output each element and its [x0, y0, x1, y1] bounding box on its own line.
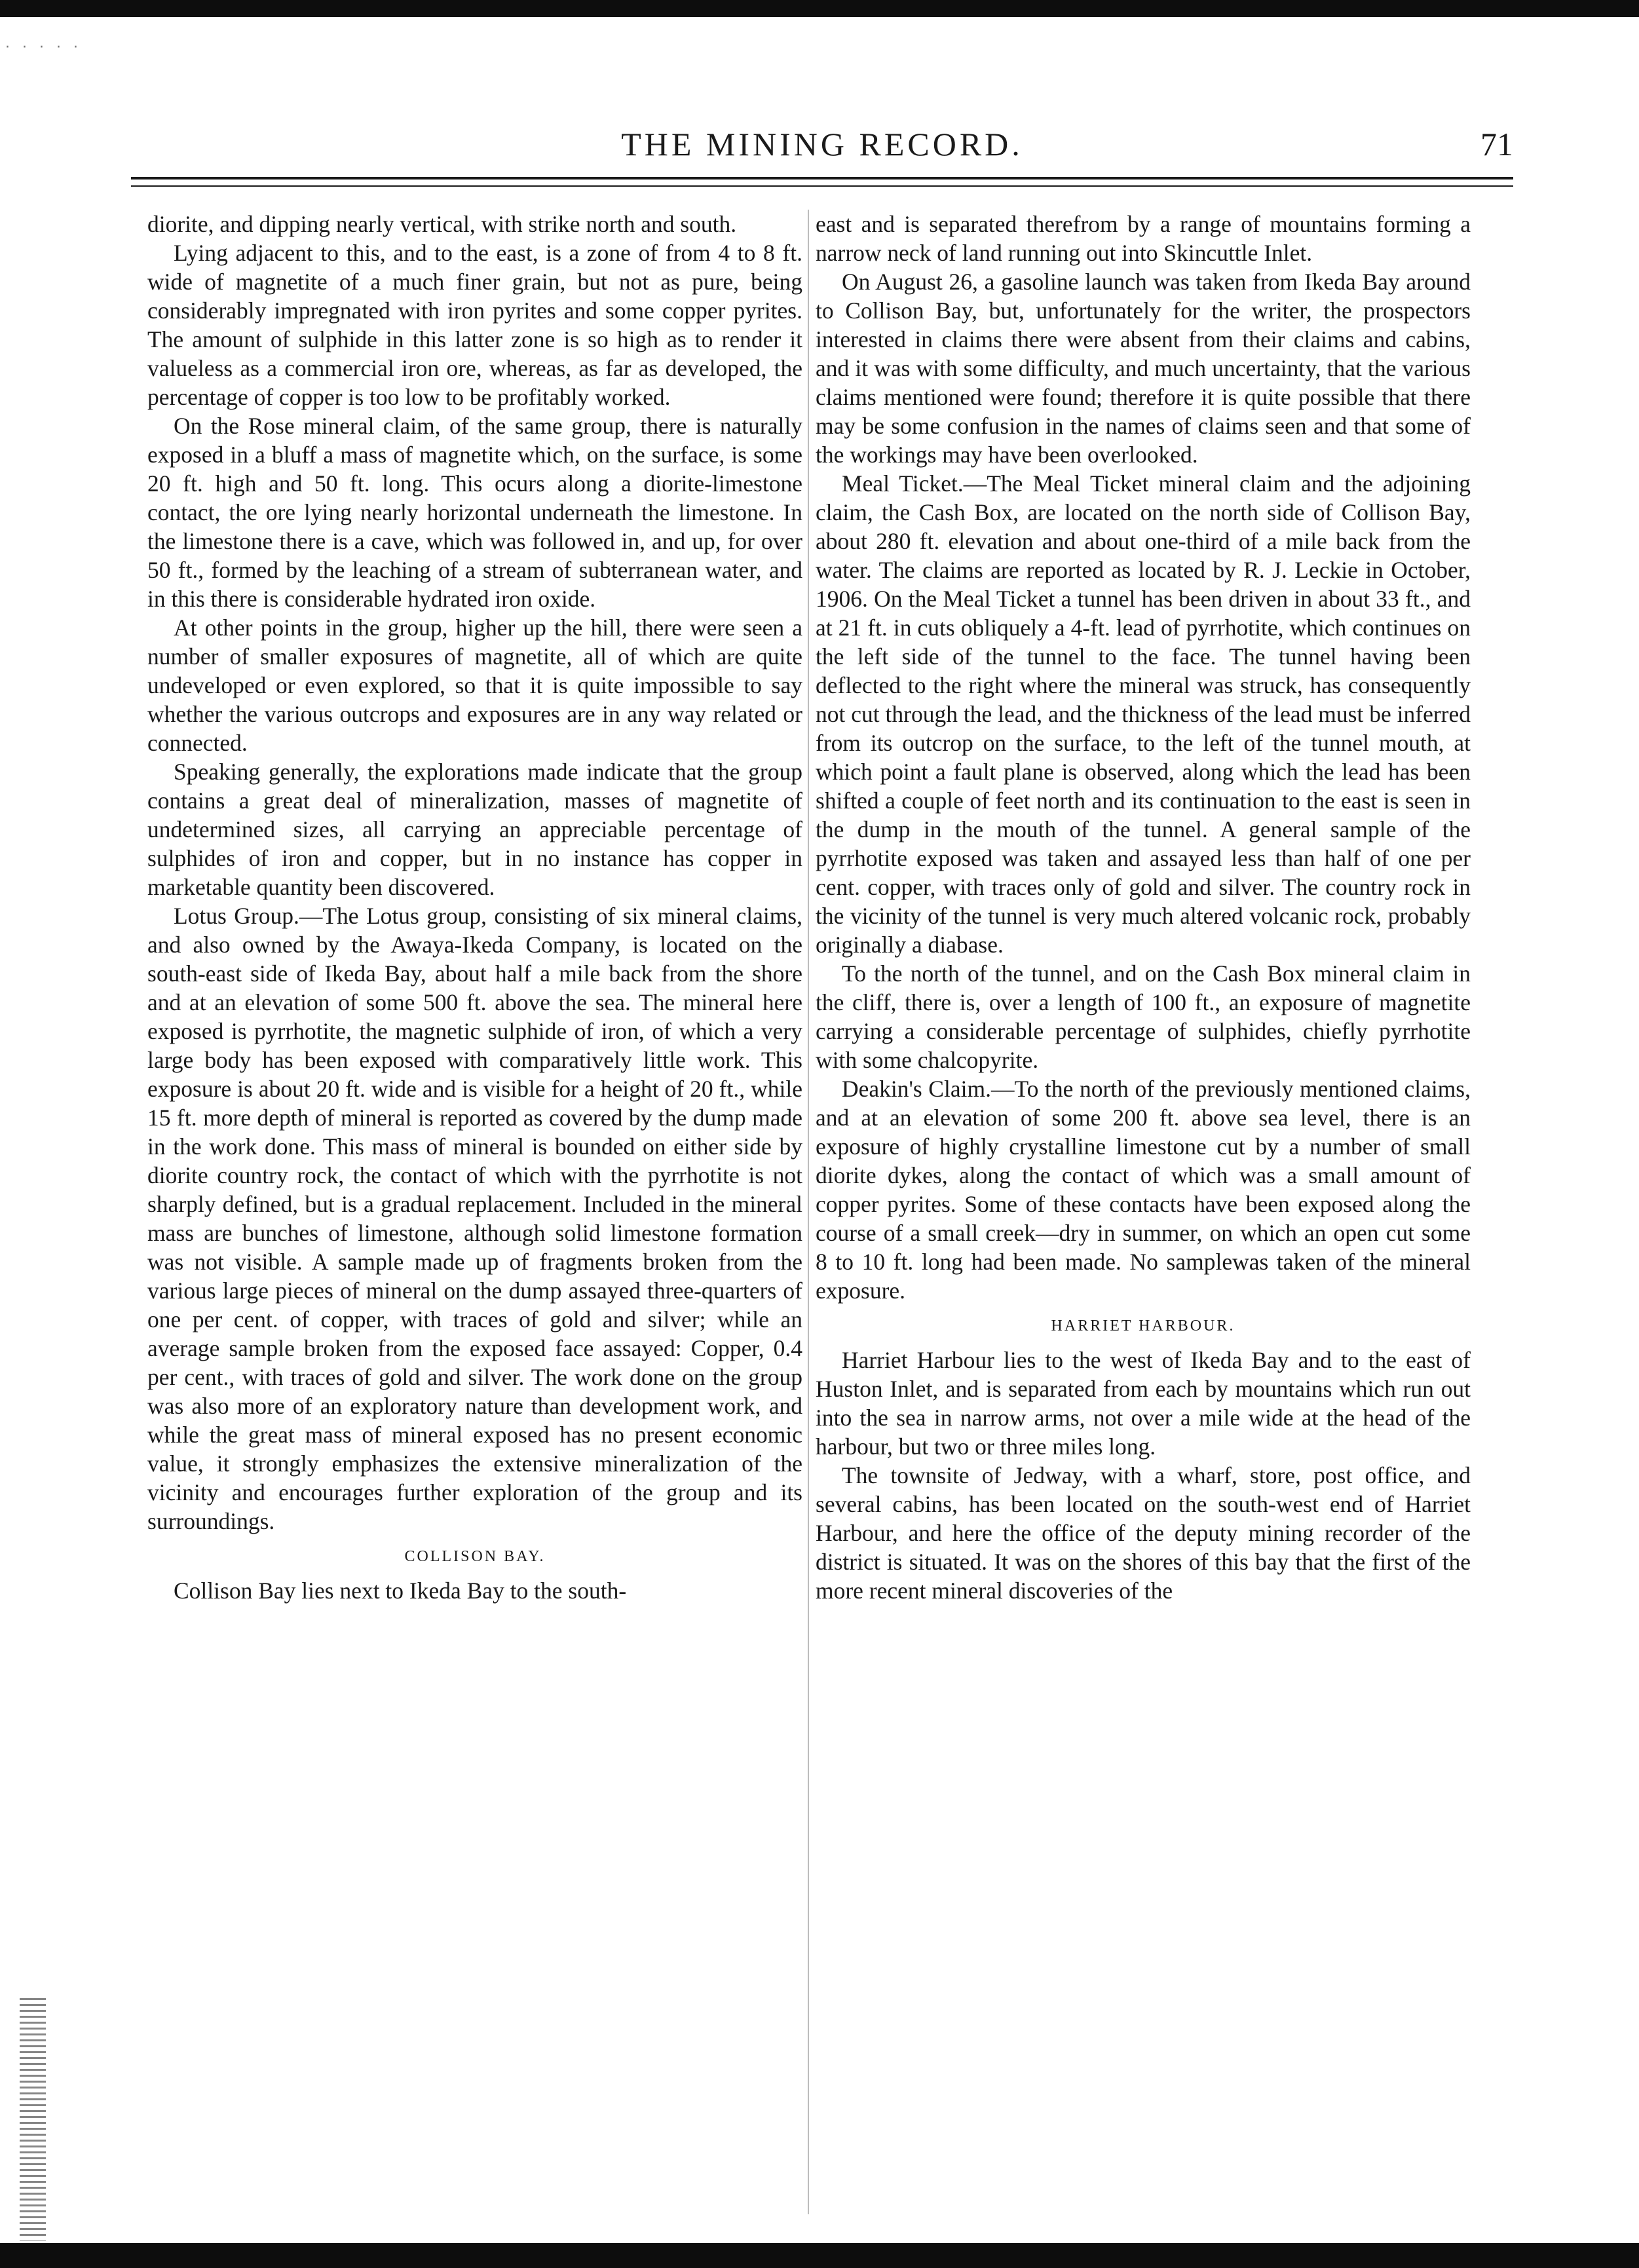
binding-specks [20, 1998, 46, 2240]
page-number: 71 [1480, 126, 1513, 162]
paragraph: diorite, and dipping nearly vertical, with strike north and south. [147, 211, 737, 237]
paragraph: The townsite of Jedway, with a wharf, store, post office, and several cabins, has been located on the south-west end of Harriet Harbour, and here the office of the deputy mining recorder of the district is situated. It was on the shores of this bay that the first of the more recent mineral discoveries of the [816, 1462, 1471, 1604]
section-heading-harriet-harbour: HARRIET HARBOUR. [1051, 1317, 1235, 1334]
paragraph: To the north of the tunnel, and on the Cash Box mineral claim in the cliff, there is, over a length of 100 ft., an exposure of magnetite carrying a considerable percentage of sulphides, chiefly pyrrhotite with some chalcopyrite. [816, 960, 1471, 1073]
paragraph: Speaking generally, the explorations made indicate that the group contains a great deal of mineralization, masses of magnetite of undetermined sizes, all carrying an appreciable percentage of sulphides of iron and copper, but in no instance has copper in marketable quantity been discovered. [147, 759, 802, 900]
paragraph-lotus-group: Lotus Group.—The Lotus group, consisting of six mineral claims, and also owned by the Awaya-Ikeda Company, is located on the south-east side of Ikeda Bay, about half a mile back from the shore and at an elevation of some 500 ft. above the sea. The mineral here exposed is pyrrhotite, the magnetic sulphide of iron, of which a very large body has been exposed with comparatively little work. This exposure is about 20 ft. wide and is visible for a height of 20 ft., while 15 ft. more depth of mineral is reported as covered by the dump made in the work done. This mass of mineral is bounded on either side by diorite country rock, the contact of which with the pyrrhotite is not sharply defined, but is a gradual replacement. Included in the mineral mass are bunches of limestone, although solid limestone formation was not visible. A sample made up of fragments broken from the various large pieces of mineral on the dump assayed three-quarters of one per cent. of copper, with traces of gold and silver; while an average sample broken from the exposed face assayed: Copper, 0.4 per cent., with traces of gold and silver. The work done on the group was also more of an exploratory nature than development work, and while the great mass of mineral exposed has no present economic value, it strongly emphasizes the extensive mineralization of the vicinity and encourages further exploration of the group and its surroundings. [147, 903, 802, 1534]
running-title: THE MINING RECORD. [621, 126, 1023, 162]
paragraph-meal-ticket: Meal Ticket.—The Meal Ticket mineral claim and the adjoining claim, the Cash Box, are located on the north side of Collison Bay, about 280 ft. elevation and about one-third of a mile back from the water. The claims are reported as located by R. J. Leckie in October, 1906. On the Meal Ticket a tunnel has been driven in about 33 ft., and at 21 ft. in cuts obliquely a 4-ft. lead of pyrrhotite, which continues on the left side of the tunnel to the face. The tunnel having been deflected to the right where the mineral was struck, has consequently not cut through the lead, and the thickness of the lead must be inferred from its outcrop on the surface, to the left of the tunnel mouth, at which point a fault plane is observed, along which the lead has been shifted a couple of feet north and its continuation to the east is seen in the dump in the mouth of the tunnel. A general sample of the pyrrhotite exposed was taken and assayed less than half of one per cent. copper, with traces only of gold and silver. The country rock in the vicinity of the tunnel is very much altered volcanic rock, probably originally a diabase. [816, 470, 1471, 958]
paragraph-deakins-claim: Deakin's Claim.—To the north of the previously mentioned claims, and at an elevation of some 200 ft. above sea level, there is an exposure of highly crystalline limestone cut by a number of small diorite dykes, along the contact of which was a small amount of copper pyrites. Some of these contacts have been exposed along the course of a small creek—dry in summer, on which an open cut some 8 to 10 ft. long had been made. No samplewas taken of the mineral exposure. [816, 1076, 1471, 1304]
paragraph: Collison Bay lies next to Ikeda Bay to the south- [174, 1578, 627, 1604]
paragraph: On the Rose mineral claim, of the same group, there is naturally exposed in a bluff a mass of magnetite which, on the surface, is some 20 ft. high and 50 ft. long. This ocurs along a diorite-limestone contact, the ore lying nearly horizontal underneath the limestone. In the limestone there is a cave, which was followed in, and up, for over 50 ft., formed by the leaching of a stream of subterranean water, and in this there is considerable hydrated iron oxide. [147, 413, 802, 612]
scan-edge-bottom [0, 2243, 1639, 2268]
page-header [131, 118, 1513, 170]
paragraph: Lying adjacent to this, and to the east, is a zone of from 4 to 8 ft. wide of magnetite of a much finer grain, but not as pure, being considerably impregnated with iron pyrites and some copper pyrites. The amount of sulphide in this latter zone is so high as to render it valueless as a commercial iron ore, whereas, as far as developed, the percentage of copper is too low to be profitably worked. [147, 240, 802, 410]
scan-edge-top [0, 0, 1639, 17]
paragraph: On August 26, a gasoline launch was taken from Ikeda Bay around to Collison Bay, but, unfortunately for the writer, the prospectors interested in claims there were absent from their claims and cabins, and it was with some difficulty, and much uncertainty, that the various claims mentioned were found; therefore it is quite possible that there may be some confusion in the names of claims seen and that some of the workings may have been overlooked. [816, 269, 1471, 468]
left-column [147, 210, 802, 2227]
section-heading-collison-bay: COLLISON BAY. [404, 1548, 546, 1565]
paragraph: Harriet Harbour lies to the west of Ikeda Bay and to the east of Huston Inlet, and is separated from each by mountains which run out into the sea in narrow arms, not over a mile wide at the head of the harbour, but two or three miles long. [816, 1347, 1471, 1460]
paragraph: At other points in the group, higher up the hill, there were seen a number of smaller exposures of magnetite, all of which are quite undeveloped or even explored, so that it is quite impossible to say whether the various outcrops and exposures are in any way related or connected. [147, 614, 802, 756]
scan-corner-marks: · · · · · [5, 39, 82, 56]
header-rule-thin [131, 185, 1513, 187]
paragraph: east and is separated therefrom by a range of mountains forming a narrow neck of land running out into Skincuttle Inlet. [816, 211, 1471, 266]
right-column [816, 210, 1471, 2227]
header-rule-thick [131, 177, 1513, 180]
column-divider [808, 210, 809, 2214]
